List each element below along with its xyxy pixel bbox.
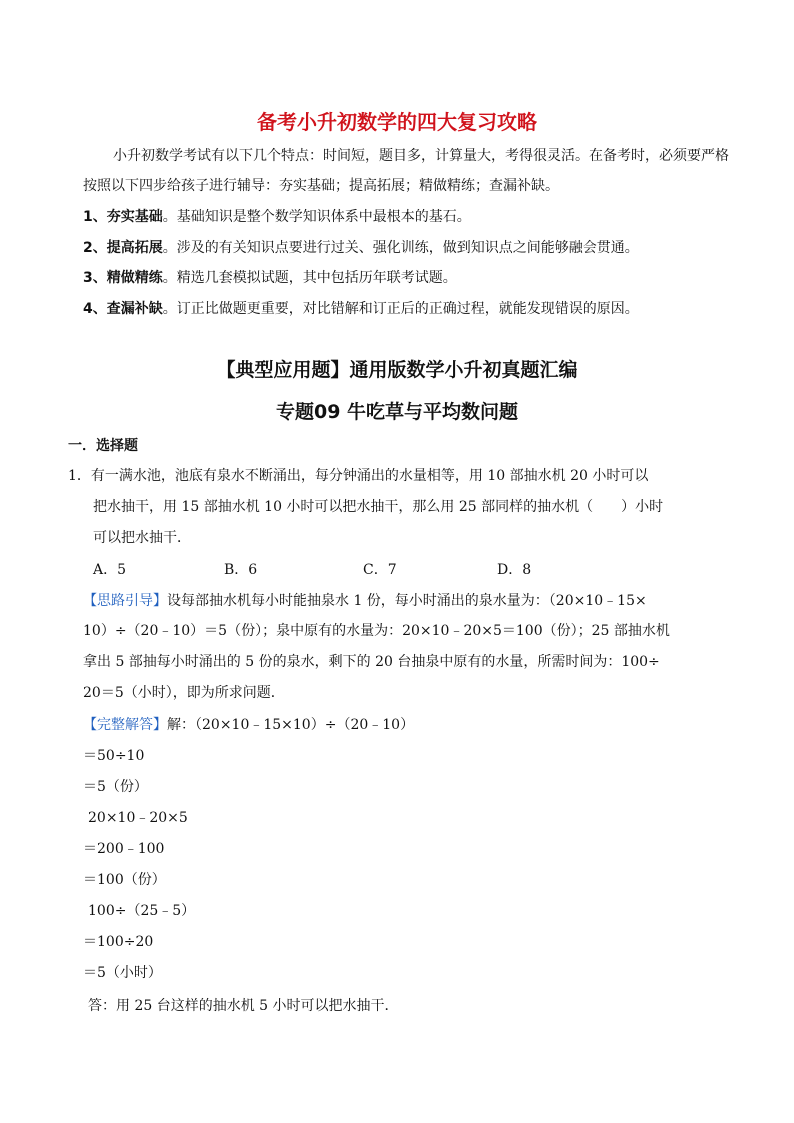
solution-step: ＝100÷20 [83, 934, 154, 950]
tip-3 [83, 268, 457, 288]
option-d: D．8 [497, 562, 532, 578]
question-line-3: 可以把水抽干． [93, 530, 191, 546]
solution-first: 解：（20×10﹣15×10）÷（20﹣10） [167, 717, 415, 733]
solution-step: 100÷（25﹣5） [88, 903, 196, 919]
tip-1-text: 。基础知识是整个数学知识体系中最根本的基石。 [162, 209, 471, 225]
tip-2-label: 2、提高拓展 [83, 240, 163, 256]
option-c: C．7 [363, 562, 397, 578]
tip-4-text: 。订正比做题更重要，对比错解和订正后的正确过程，就能发现错误的原因。 [162, 301, 639, 317]
guide-label: 【思路引导】 [83, 593, 167, 609]
section-heading: 一．选择题 [68, 438, 138, 454]
option-b: B．6 [224, 562, 258, 578]
solution-step: ＝50÷10 [83, 748, 145, 764]
tip-2 [83, 238, 639, 258]
guide-text-1: 设每部抽水机每小时能抽泉水 1 份，每小时涌出的泉水量为：（20×10﹣15× [167, 593, 647, 609]
guide-line-4: 20＝5（小时），即为所求问题． [83, 685, 285, 701]
tip-4-label: 4、查漏补缺 [83, 301, 163, 317]
question-line-2: 把水抽干，用 15 部抽水机 10 小时可以把水抽干，那么用 25 部同样的抽水机（ ）小时 [93, 499, 664, 515]
intro-line-1: 小升初数学考试有以下几个特点：时间短，题目多，计算量大，考得很灵活。在备考时，必须要严格 [113, 148, 729, 164]
tip-3-label: 3、精做精练 [83, 270, 163, 286]
doc-title: 【典型应用题】通用版数学小升初真题汇编 [216, 359, 578, 381]
guide-line-1 [83, 591, 647, 611]
solution-step: ＝200﹣100 [83, 841, 165, 857]
tip-2-text: 。涉及的有关知识点要进行过关、强化训练，做到知识点之间能够融会贯通。 [162, 240, 639, 256]
guide-line-2: 10）÷（20﹣10）＝5（份）；泉中原有的水量为：20×10﹣20×5＝100（份）；25 部抽水机 [83, 623, 670, 639]
solution-label: 【完整解答】 [83, 717, 167, 733]
solution-step: 20×10﹣20×5 [88, 810, 188, 826]
tip-3-text: 。精选几套模拟试题，其中包括历年联考试题。 [162, 270, 457, 286]
solution-answer: 答：用 25 台这样的抽水机 5 小时可以把水抽干． [88, 998, 399, 1014]
solution-step: ＝5（份） [83, 779, 148, 795]
question-line-1: 1．有一满水池，池底有泉水不断涌出，每分钟涌出的水量相等，用 10 部抽水机 20 小时可以 [68, 468, 649, 484]
solution-step: ＝100（份） [83, 872, 166, 888]
tip-1-label: 1、夯实基础 [83, 209, 163, 225]
tip-4 [83, 299, 639, 319]
solution-line-1 [83, 715, 414, 735]
guide-line-3: 拿出 5 部抽每小时涌出的 5 份的泉水，剩下的 20 台抽泉中原有的水量，所需时间为：100÷ [83, 654, 660, 670]
doc-subtitle: 专题09 牛吃草与平均数问题 [275, 401, 519, 423]
page-title: 备考小升初数学的四大复习攻略 [257, 110, 537, 134]
solution-step: ＝5（小时） [83, 965, 162, 981]
option-a: A．5 [93, 562, 127, 578]
intro-line-2: 按照以下四步给孩子进行辅导：夯实基础；提高拓展；精做精练；查漏补缺。 [83, 178, 559, 194]
tip-1 [83, 207, 471, 227]
